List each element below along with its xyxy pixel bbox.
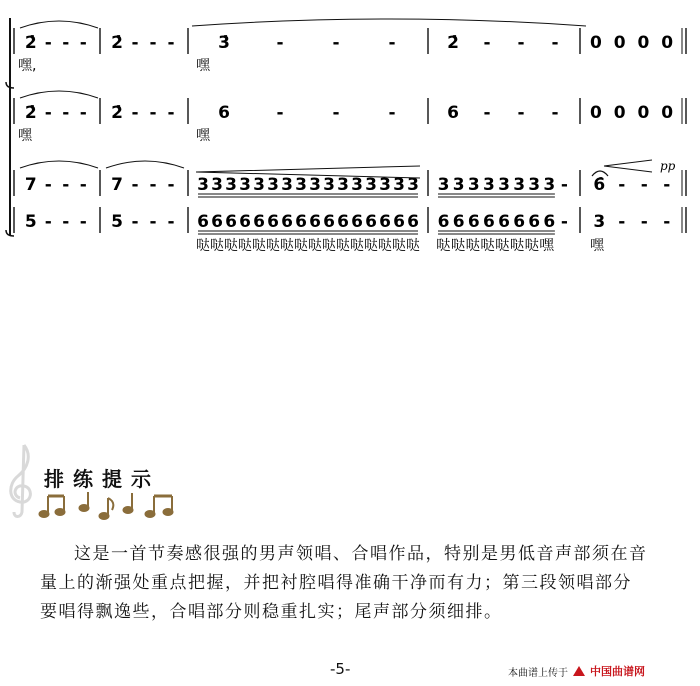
note: 3 xyxy=(267,175,279,195)
note: 6 xyxy=(452,212,465,232)
duration-dash: - xyxy=(517,33,525,53)
lyric: 嘿 xyxy=(590,238,604,254)
duration-dash: - xyxy=(551,33,559,53)
note: 7 xyxy=(24,175,37,195)
duration-dash: - xyxy=(149,175,157,195)
note: 3 xyxy=(528,175,541,195)
duration-dash: - xyxy=(483,103,491,123)
note: 6 xyxy=(379,212,391,232)
note: 2̇ xyxy=(111,33,123,53)
duration-dash: - xyxy=(131,103,139,123)
lyric: 嘿, xyxy=(18,58,37,74)
duration-dash: - xyxy=(388,33,396,53)
rehearsal-tips-text xyxy=(40,540,650,627)
note: 6 xyxy=(351,212,363,232)
note: 3 xyxy=(351,175,363,195)
note: 6 xyxy=(267,212,279,232)
duration-dash: - xyxy=(131,33,139,53)
site-logo-icon xyxy=(572,665,586,677)
note: 2̇ xyxy=(24,33,37,53)
lyric: 哒哒哒哒哒哒哒嘿 xyxy=(436,238,556,254)
note: 6 xyxy=(498,212,510,232)
slur xyxy=(20,161,98,168)
duration-dash: - xyxy=(44,103,52,123)
note: 3 xyxy=(323,175,335,195)
duration-dash: - xyxy=(44,212,52,232)
duration-dash: - xyxy=(62,175,70,195)
note: 3 xyxy=(197,175,209,195)
decrescendo-hairpin xyxy=(604,160,652,172)
music-notes-icon xyxy=(36,490,186,520)
upload-note: 本曲谱上传于 xyxy=(508,667,568,679)
note: 6 xyxy=(407,212,419,232)
note: 5 xyxy=(24,212,37,232)
duration-dash: - xyxy=(62,33,70,53)
note: 3̇ xyxy=(218,33,230,53)
note: 3 xyxy=(437,175,450,195)
note: 6 xyxy=(239,212,251,232)
rest-measure: 0 0 0 0 xyxy=(589,103,677,123)
duration-dash: - xyxy=(332,33,340,53)
note: 6 xyxy=(323,212,335,232)
note: 6 xyxy=(253,212,265,232)
lyric: 嘿 xyxy=(18,128,32,144)
slur xyxy=(106,161,184,168)
page-number: -5- xyxy=(330,660,351,678)
note: 6 xyxy=(467,212,480,232)
duration-dash: - xyxy=(167,175,175,195)
slur xyxy=(192,19,586,26)
slur xyxy=(20,21,98,28)
rest-measure: 0 0 0 0 xyxy=(589,33,677,53)
note: 6 xyxy=(211,212,223,232)
duration-dash: - xyxy=(663,175,671,195)
note: 3 xyxy=(309,175,321,195)
slur xyxy=(20,91,98,98)
note: 6 xyxy=(513,212,526,232)
note: 6 xyxy=(281,212,293,232)
duration-dash: - xyxy=(79,103,87,123)
note: 3 xyxy=(225,175,237,195)
note: 3 xyxy=(407,175,419,195)
duration-dash: - xyxy=(332,103,340,123)
note: 3 xyxy=(593,212,606,232)
duration-dash: - xyxy=(79,175,87,195)
duration-dash: - xyxy=(149,212,157,232)
duration-dash: - xyxy=(149,33,157,53)
lyric: 嘿 xyxy=(196,58,210,74)
note: 3 xyxy=(467,175,480,195)
duration-dash: - xyxy=(79,33,87,53)
note: 3 xyxy=(482,175,495,195)
note: 3 xyxy=(543,175,556,195)
note: 6 xyxy=(225,212,237,232)
note: 6 xyxy=(337,212,349,232)
duration-dash: - xyxy=(517,103,525,123)
note: 5 xyxy=(111,212,123,232)
duration-dash: - xyxy=(44,175,52,195)
duration-dash: - xyxy=(149,103,157,123)
note: 6̇ xyxy=(593,175,606,195)
note: 3 xyxy=(211,175,223,195)
lyric: 哒哒哒哒哒哒哒哒哒哒哒哒哒哒哒哒 xyxy=(196,238,420,254)
note: 6 xyxy=(447,103,459,123)
note: 3 xyxy=(452,175,465,195)
duration-dash: - xyxy=(167,103,175,123)
note: 3 xyxy=(513,175,526,195)
note: 6 xyxy=(528,212,541,232)
duration-dash: - xyxy=(388,103,396,123)
note: 3 xyxy=(253,175,265,195)
note: 6 xyxy=(197,212,209,232)
note: 6 xyxy=(437,212,450,232)
duration-dash: - xyxy=(483,33,491,53)
note: 7 xyxy=(111,175,123,195)
dynamic-marking: pp xyxy=(660,159,676,173)
site-brand: 中国曲谱网 xyxy=(590,665,645,678)
note: 3 xyxy=(337,175,349,195)
duration-dash: - xyxy=(640,175,648,195)
duration-dash: - xyxy=(62,212,70,232)
note: 3 xyxy=(281,175,293,195)
note: 6 xyxy=(543,212,556,232)
note: 6 xyxy=(365,212,377,232)
duration-dash: - xyxy=(79,212,87,232)
duration-dash: - xyxy=(131,175,139,195)
duration-dash: - xyxy=(618,175,626,195)
duration-dash: - xyxy=(560,175,568,195)
duration-dash: - xyxy=(560,212,568,232)
duration-dash: - xyxy=(551,103,559,123)
duration-dash: - xyxy=(276,103,284,123)
rehearsal-tips-title: 排练提示 xyxy=(44,467,160,491)
note: 2̇ xyxy=(447,33,459,53)
note: 2̇ xyxy=(111,103,123,123)
note: 3 xyxy=(498,175,510,195)
duration-dash: - xyxy=(131,212,139,232)
note: 2̇ xyxy=(24,103,37,123)
note: 3 xyxy=(393,175,405,195)
score-svg xyxy=(0,0,700,280)
note: 6 xyxy=(393,212,405,232)
note: 3 xyxy=(379,175,391,195)
duration-dash: - xyxy=(62,103,70,123)
footer xyxy=(508,663,645,679)
note: 3 xyxy=(239,175,251,195)
duration-dash: - xyxy=(640,212,648,232)
duration-dash: - xyxy=(663,212,671,232)
note: 3 xyxy=(295,175,307,195)
duration-dash: - xyxy=(167,33,175,53)
note: 6 xyxy=(309,212,321,232)
note: 6 xyxy=(218,103,230,123)
note: 6 xyxy=(295,212,307,232)
duration-dash: - xyxy=(44,33,52,53)
duration-dash: - xyxy=(618,212,626,232)
duration-dash: - xyxy=(167,212,175,232)
duration-dash: - xyxy=(276,33,284,53)
note: 6 xyxy=(482,212,495,232)
lyric: 嘿 xyxy=(196,128,210,144)
note: 3 xyxy=(365,175,377,195)
rehearsal-tips-paragraph: 这是一首节奏感很强的男声领唱、合唱作品，特别是男低音声部须在音量上的渐强处重点把握，并把衬腔唱得准确干净而有力；第三段领唱部分要唱得飘逸些，合唱部分则稳重扎实；尾声部分须细排。 xyxy=(40,544,648,622)
